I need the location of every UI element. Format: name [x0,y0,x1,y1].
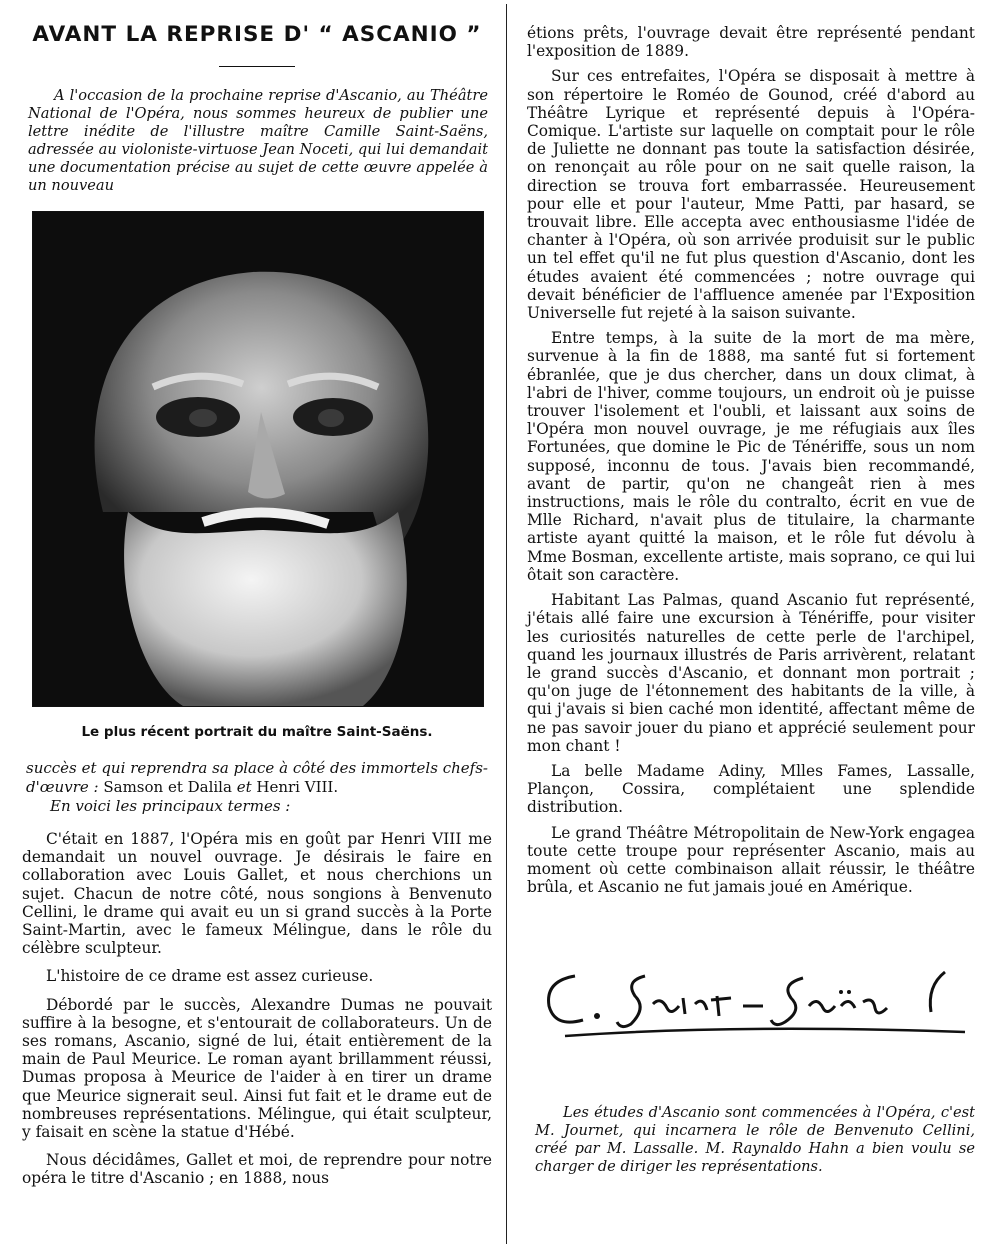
signature [535,936,975,1046]
letter-paragraph: Entre temps, à la suite de la mort de ma mère, survenue à la fin de 1888, ma santé fut si fortement ébranlée, que je dus chercher, dans un doux climat, à l'abri de l'hiver, comme toujours, un endroit où je puisse trouver l'isolement et l'oubli, et laissant aux soins de l'Opéra mon nouvel ouvrage, je me réfugiais aux îles Fortunées, que domine le Pic de Ténériffe, sous un nom supposé, inconnu de tous. J'avais bien recommandé, avant de partir, qu'on ne changeât rien à mes instructions, mais le rôle du contralto, écrit en vue de Mlle Richard, n'avait plus de titulaire, la charmante artiste ayant quitté la maison, et le rôle fut dévolu à Mme Bosman, excellente artiste, mais soprano, ce qui lui ôtait son caractère. [527,329,975,584]
right-column [527,0,975,1176]
continuation-et: et [236,778,252,796]
signature-drawing [535,936,975,1046]
portrait-photo [32,211,484,707]
letter-paragraph: Sur ces entrefaites, l'Opéra se disposait à mettre à son répertoire le Roméo de Gounod, créé d'abord au Théâtre Lyrique et représenté depuis à l'Opéra-Comique. L'artiste sur laquelle on comptait pour le rôle de Juliette ne donnant pas toute la satisfaction désirée, on renonçait au rôle pour on ne sait quelle raison, la direction se trouva fort embarrassée. Heureusement pour elle et pour l'auteur, Mme Patti, par hasard, se trouvait libre. Elle accepta avec enthousiasme l'idée de chanter à l'Opéra, où son arrivée produisit sur le public un tel effet qu'il ne fut plus question d'Ascanio, dont les études avaient été commencées ; notre ouvrage qui devait bénéficier de l'affluence amenée par l'Exposition Universelle fut rejeté à la saison suivante. [527,67,975,323]
article-title: AVANT LA REPRISE D' “ ASCANIO ” [32,22,482,47]
letter-paragraph: Débordé par le succès, Alexandre Dumas ne pouvait suffire à la besogne, et s'entourait de collaborateurs. Un de ses romans, Ascanio, signé de lui, était entièrement de la main de Paul Meurice. Le roman ayant brillamment réussi, Dumas proposa à Meurice de l'aider à en tirer un drame que Meurice signerait seul. Ainsi fut fait et le drame eut de nombreuses représentations. Mélingue, qui était sculpteur, y faisait en scène la statue d'Hébé. [22,995,492,1142]
intro-continuation [26,759,488,816]
column-divider [506,4,507,1244]
continuation-lead: En voici les principaux termes : [50,797,291,815]
intro-paragraph: A l'occasion de la prochaine reprise d'Ascanio, au Théâtre National de l'Opéra, nous sommes heureux de publier une lettre inédite de l'illustre maître Camille Saint-Saëns, adressée au violoniste-virtuose Jean Noceti, qui lui demandait une documentation précise au sujet de cette œuvre appelée à un nouveau [28,87,488,194]
photo-caption: Le plus récent portrait du maître Saint-Saëns. [81,724,433,740]
editor-note: Les études d'Ascanio sont commencées à l'Opéra, c'est M. Journet, qui incarnera le rôle de Benvenuto Cellini, créé par M. Lassalle. M. Raynaldo Hahn a bien voulu se charger de diriger les représentations. [535,1104,975,1176]
portrait-illustration [33,212,483,706]
letter-paragraph: L'histoire de ce drame est assez curieuse. [46,967,374,986]
letter-paragraph: Nous décidâmes, Gallet et moi, de reprendre pour notre opéra le titre d'Ascanio ; en 1888, nous [22,1151,492,1188]
letter-paragraph: Le grand Théâtre Métropolitain de New-York engagea toute cette troupe pour représenter Ascanio, mais au moment où cette combinaison allait réussir, le théâtre brûla, et Ascanio ne fut jamais joué en Amérique. [527,823,975,897]
continuation-text: succès et qui reprendra sa place à côté des immortels chefs-d'œuvre : [26,759,488,796]
letter-paragraph: C'était en 1887, l'Opéra mis en goût par Henri VIII me demandait un nouvel ouvrage. Je désirais le faire en collaboration avec Louis Gallet, et nous cherchions un sujet. Chacun de notre côté, nous songions à Benvenuto Cellini, le drame qui avait eu un si grand succès à la Porte Saint-Martin, avec le fameux Mélingue, dans le rôle du célèbre sculpteur. [22,830,492,958]
letter-paragraph: étions prêts, l'ouvrage devait être représenté pendant l'exposition de 1889. [527,24,975,61]
letter-paragraph: La belle Madame Adiny, Mlles Fames, Lassalle, Plançon, Cossira, complétaient une splendide distribution. [527,761,975,817]
work-title-samson: Samson et Dalila [103,778,232,796]
work-title-henri: Henri VIII. [256,778,339,796]
left-column [22,0,492,1188]
letter-paragraph: Habitant Las Palmas, quand Ascanio fut représenté, j'étais allé faire une excursion à Ténériffe, pour visiter les curiosités naturelles de cette perle de l'archipel, quand les journaux illustrés de Paris arrivèrent, relatant le grand succès d'Ascanio, et donnant mon portrait ; qu'on juge de l'étonnement des habitants de la ville, à qui j'avais si bien caché mon identité, affectant même de ne pas savoir jouer du piano et apprécié seulement pour mon chant ! [527,591,975,755]
title-rule [219,66,295,67]
